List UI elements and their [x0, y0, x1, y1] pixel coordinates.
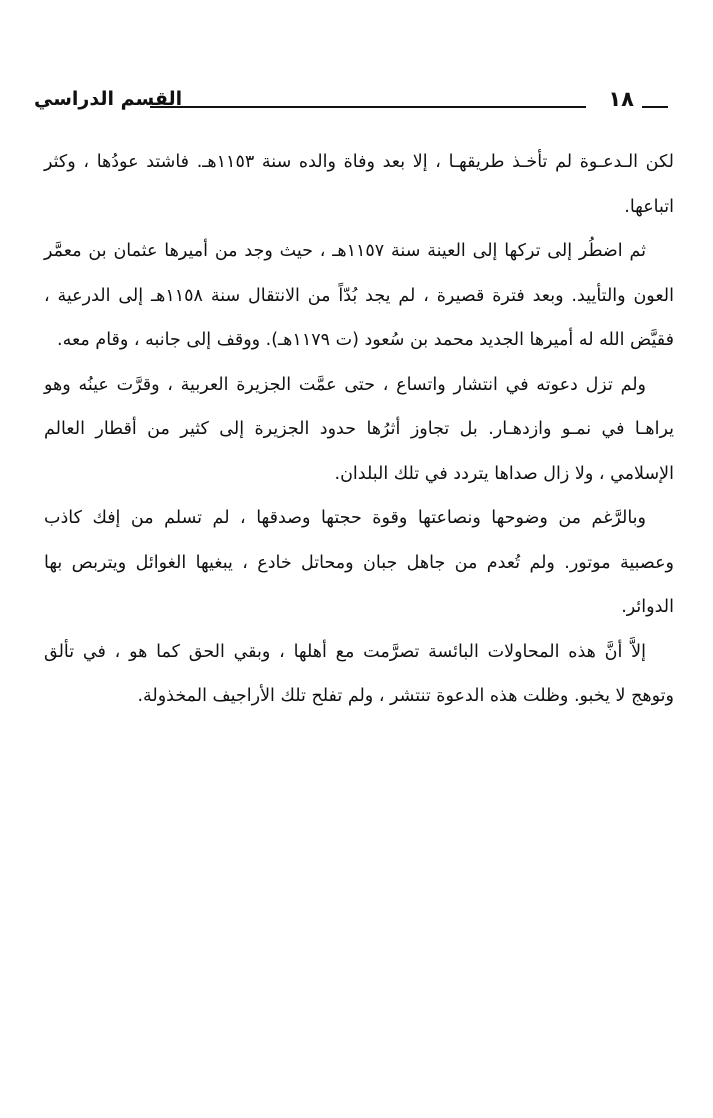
header-rule-end	[642, 106, 668, 108]
page-header	[34, 86, 668, 116]
body-text	[44, 140, 674, 719]
paragraph-2: ثم اضطُر إلى تركها إلى العينة سنة ١١٥٧هـ ، حيث وجد من أميرها عثمان بن معمَّر العون والتأييد. وبعد فترة قصيرة ، لم يجد بُدّاً من الانتقال سنة ١١٥٨هـ إلى الدرعية ، فقيَّض الله له أميرها الجديد محمد بن سُعود (ت ١١٧٩هـ). ووقف إلى جانبه ، وقام معه.	[44, 241, 674, 350]
paragraph-5: إلاَّ أنَّ هذه المحاولات البائسة تصرَّمت مع أهلها ، وبقي الحق كما هو ، في تألق وتوهج لا يخبو. وظلت هذه الدعوة تنتشر ، ولم تفلح تلك الأراجيف المخذولة.	[44, 641, 674, 706]
paragraph-1: لكن الـدعـوة لم تأخـذ طريقهـا ، إلا بعد وفاة والده سنة ١١٥٣هـ. فاشتد عودُها ، وكثر اتباعها.	[44, 152, 674, 217]
running-head-title: القسم الدراسي	[34, 88, 183, 110]
paragraph-4: وبالرَّغم من وضوحها ونصاعتها وقوة حجتها وصدقها ، لم تسلم من إفك كاذب وعصبية موتور. ولم تُعدم من جاهل جبان ومحاتل خادع ، يبغيها الغوائل ويتربص بها الدوائر.	[44, 508, 674, 617]
paragraph-3: ولم تزل دعوته في انتشار واتساع ، حتى عمَّت الجزيرة العربية ، وقرَّت عينُه وهو يراهـا في نمـو وازدهـار. بل تجاوز أثرُها حدود الجزيرة إلى كثير من أقطار العالم الإسلامي ، ولا زال صداها يتردد في تلك البلدان.	[44, 374, 674, 484]
page-number: ١٨	[608, 87, 634, 111]
header-rule	[150, 106, 586, 108]
